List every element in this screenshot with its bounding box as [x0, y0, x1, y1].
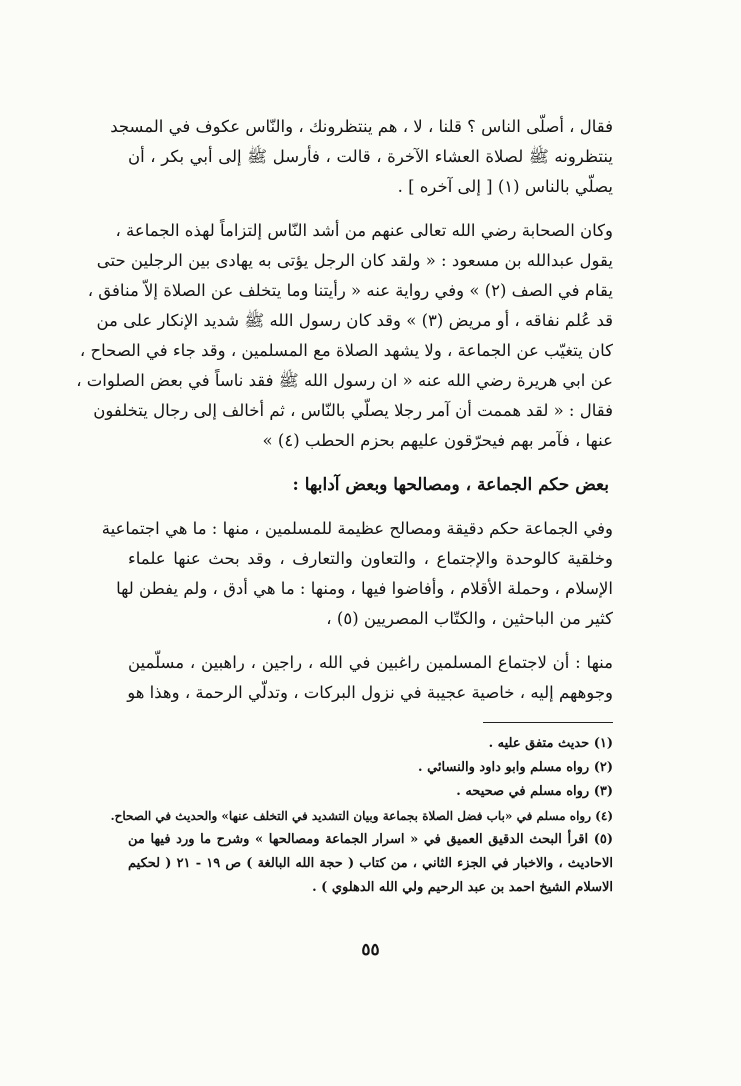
paragraph-3: [101, 514, 613, 634]
text-line: وكان الصحابة رضي الله تعالى عنهم من أشد النّاس إلتزاماً لهذه الجماعة ،: [115, 221, 613, 240]
text-line: قد عُلم نفاقه ، أو مريض (٣) » وقد كان رسول الله ﷺ شديد الإنكار على من: [96, 311, 613, 330]
footnote: (٤) رواه مسلم في «باب فضل الصلاة بجماعة وبيان التشديد في التخلف عنها» والحديث في الصحاح.: [110, 809, 613, 823]
footnote: (٥) اقرأ البحث الدقيق العميق في « اسرار الجماعة ومصالحها » وشرح ما ورد فيها من: [128, 832, 613, 847]
footnote: الاحاديث ، والاخبار في الجزء الثاني ، من كتاب ( حجة الله البالغة ) ص ١٩ - ٢١ ( لحكيم: [128, 856, 613, 871]
paragraph-1: [110, 112, 613, 202]
section-heading: بعض حكم الجماعة ، ومصالحها وبعض آدابها :: [292, 475, 609, 495]
text-line: منها : أن لاجتماع المسلمين راغبين في الله ، راجين ، راهبين ، مسلّمين: [128, 653, 613, 672]
footnotes: [110, 732, 613, 900]
footnote-separator: [483, 722, 613, 723]
footnote: الاسلام الشيخ احمد بن عبد الرحيم ولي الله الدهلوي ) .: [312, 880, 613, 895]
text-line: يقام في الصف (٢) » وفي رواية عنه « رأيتنا وما يتخلف عن الصلاة إلاّ منافق ،: [87, 281, 613, 300]
text-line: وجوههم إليه ، خاصية عجيبة في نزول البركات ، وتدلّي الرحمة ، وهذا هو: [127, 683, 613, 702]
text-line: فقال ، أصلّى الناس ؟ قلنا ، لا ، هم ينتظرونك ، والنّاس عكوف في المسجد: [110, 117, 613, 136]
paragraph-4: [128, 648, 613, 708]
text-line: فقال : « لقد هممت أن آمر رجلا يصلّي بالنّاس ، ثم أخالف إلى رجال يتخلفون: [93, 401, 613, 420]
footnote: (٢) رواه مسلم وابو داود والنسائي .: [418, 760, 613, 775]
footnote: (٣) رواه مسلم في صحيحه .: [456, 784, 613, 799]
text-line: يصلّي بالناس (١) [ إلى آخره ] .: [397, 177, 613, 196]
text-line: كان يتغيّب عن الجماعة ، ولا يشهد الصلاة مع المسلمين ، وقد جاء في الصحاح ،: [79, 341, 613, 360]
text-line: وفي الجماعة حكم دقيقة ومصالح عظيمة للمسلمين ، منها : ما هي اجتماعية: [101, 519, 613, 538]
text-line: عن ابي هريرة رضي الله عنه « ان رسول الله ﷺ فقد ناساً في بعض الصلوات ،: [76, 371, 613, 390]
footnote: (١) حديث متفق عليه .: [488, 736, 613, 751]
text-line: وخلقية كالوحدة والإجتماع ، والتعاون والتعارف ، وقد بحث عنها علماء: [128, 549, 613, 568]
text-line: الإسلام ، وحملة الأقلام ، وأفاضوا فيها ، ومنها : ما هي أدق ، ولم يفطن لها: [116, 579, 613, 598]
text-line: عنها ، فآمر بهم فيحرّقون عليهم بحزم الحطب (٤) »: [262, 431, 613, 450]
text-line: كثير من الباحثين ، والكتّاب المصريين (٥) ،: [326, 609, 613, 628]
text-line: يقول عبدالله بن مسعود : « ولقد كان الرجل يؤتى به يهادى بين الرجلين حتى: [96, 251, 613, 270]
paragraph-2: [76, 216, 613, 456]
text-line: ينتظرونه ﷺ لصلاة العشاء الآخرة ، قالت ، فأرسل ﷺ إلى أبي بكر ، أن: [128, 147, 613, 166]
page-number: ٥٥: [361, 940, 380, 960]
